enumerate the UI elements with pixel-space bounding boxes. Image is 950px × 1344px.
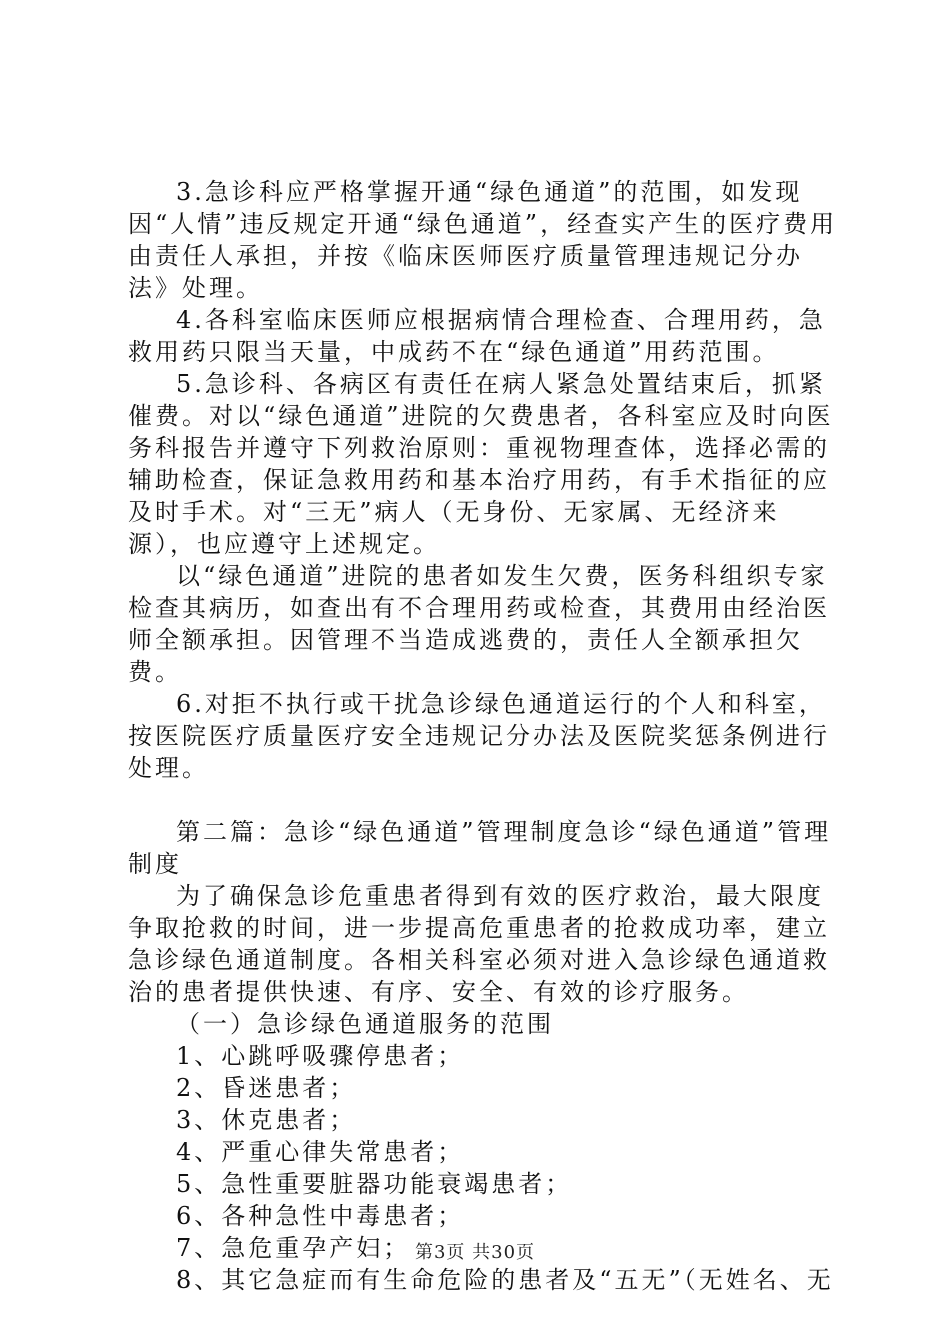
paragraph-arrears: 以“绿色通道”进院的患者如发生欠费，医务科组织专家检查其病历，如查出有不合理用药或检查，其费用由经治医师全额承担。因管理不当造成逃费的，责任人全额承担欠费。 (128, 562, 830, 686)
list-item: 8、其它急症而有生命危险的患者及“五无”（无姓名、无 (176, 1266, 834, 1294)
paragraph-item-3: 3.急诊科应严格掌握开通“绿色通道”的范围，如发现因“人情”违反规定开通“绿色通道”，经查实产生的医疗费用由责任人承担，并按《临床医师医疗质量管理违规记分办法》处理。 (128, 178, 838, 302)
page-number-footer: 第3页 共30页 (414, 1242, 536, 1263)
chapter-heading: 第二篇：急诊“绿色通道”管理制度急诊“绿色通道”管理制度 (128, 818, 832, 878)
list-item: 7、急危重孕产妇； (176, 1234, 411, 1262)
section-title: （一）急诊绿色通道服务的范围 (176, 1010, 554, 1038)
list-item: 1、心跳呼吸骤停患者； (176, 1042, 465, 1070)
intro-paragraph: 为了确保急诊危重患者得到有效的医疗救治，最大限度争取抢救的时间，进一步提高危重患者的抢救成功率，建立急诊绿色通道制度。各相关科室必须对进入急诊绿色通道救治的患者提供快速、有序、安全、有效的诊疗服务。 (128, 882, 830, 1006)
document-body (128, 176, 838, 1296)
list-item: 3、休克患者； (176, 1106, 357, 1134)
list-item: 5、急性重要脏器功能衰竭患者； (176, 1170, 573, 1198)
paragraph-item-5: 5.急诊科、各病区有责任在病人紧急处置结束后，抓紧催费。对以“绿色通道”进院的欠费患者，各科室应及时向医务科报告并遵守下列救治原则：重视物理查体，选择必需的辅助检查，保证急救用药和基本治疗用药，有手术指征的应及时手术。对“三无”病人（无身份、无家属、无经济来源），也应遵守上述规定。 (128, 370, 834, 558)
list-item: 6、各种急性中毒患者； (176, 1202, 465, 1230)
paragraph-item-6: 6.对拒不执行或干扰急诊绿色通道运行的个人和科室，按医院医疗质量医疗安全违规记分办法及医院奖惩条例进行处理。 (128, 690, 830, 782)
list-item: 2、昏迷患者； (176, 1074, 357, 1102)
list-item: 4、严重心律失常患者； (176, 1138, 465, 1166)
paragraph-item-4: 4.各科室临床医师应根据病情合理检查、合理用药，急救用药只限当天量，中成药不在“绿色通道”用药范围。 (128, 306, 826, 366)
